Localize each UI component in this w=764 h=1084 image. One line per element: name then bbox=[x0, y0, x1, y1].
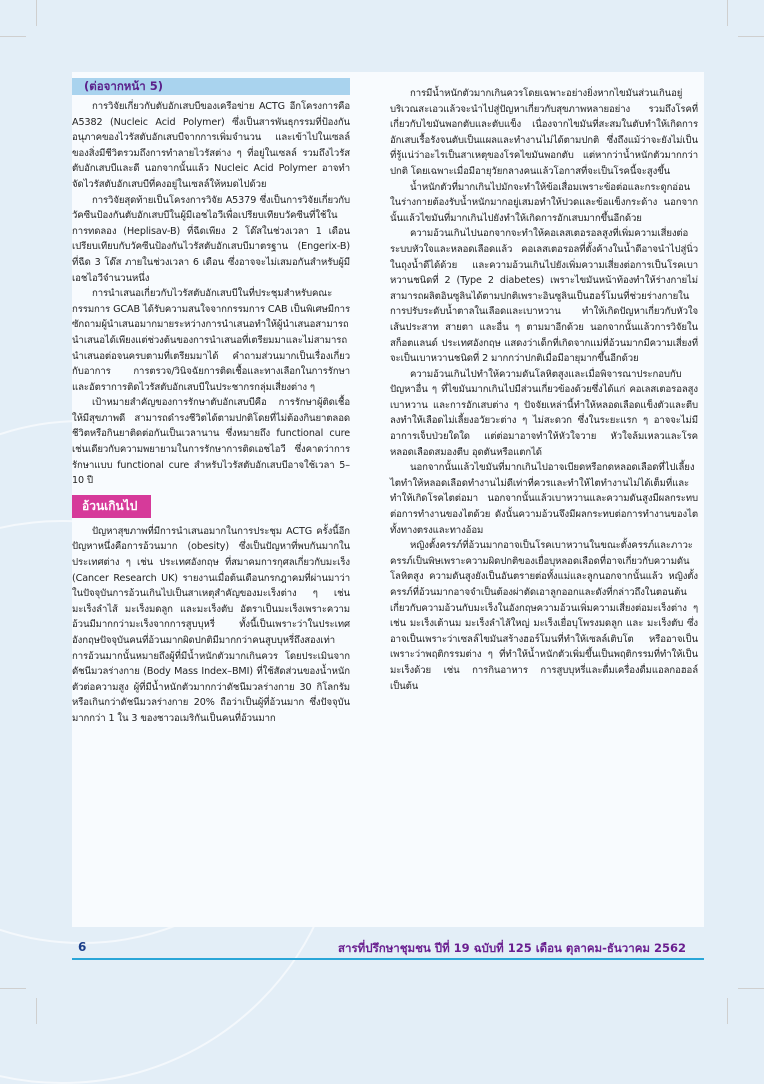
page-footer bbox=[72, 938, 704, 960]
page-number: 6 bbox=[78, 940, 87, 954]
article-paragraph: ความอ้วนเกินไปนอกจากจะทำให้คอเลสเตอรอลสูงที่เพิ่มความเสี่ยงต่อระบบหัวใจและหลอดเลือดแล้ว คอเลสเตอรอลที่ตั้งค้างในน้ำดีอาจนำไปสู่นิ่วในถุงน้ำดีได้ด้วย และความอ้วนเกินไปยังเพิ่มความเสี่ยงต่อการเป็นโรคเบาหวานชนิดที่ 2 (Type 2 diabetes) เพราะไขมันหน้าท้องทำให้ร่างกายไม่สามารถผลิตอินซูลินได้ตามปกติเพราะอินซูลินเป็นฮอร์โมนที่ช่วยร่างกายในการปรับระดับน้ำตาลในเลือดและเบาหวาน ทำให้เกิดปัญหาเกี่ยวกับหัวใจ เส้นประสาท สายตา และอื่น ๆ ตามมาอีกด้วย นอกจากนั้นแล้วการวิจัยในสก็อตแลนด์ ประเทศอังกฤษ แสดงว่าเด็กที่เกิดจากแม่ที่อ้วนมากมีความเสี่ยงที่จะเป็นเบาหวานชนิดที่ 2 มากกว่าปกติเมื่อมีอายุมากขึ้นอีกด้วย bbox=[390, 228, 698, 365]
continued-label: (ต่อจากหน้า 5) bbox=[72, 78, 350, 95]
crop-mark bbox=[0, 36, 26, 37]
article-page bbox=[72, 72, 704, 927]
crop-mark bbox=[738, 988, 764, 989]
right-column bbox=[390, 86, 698, 694]
crop-mark bbox=[727, 0, 728, 26]
article-paragraph: การนำเสนอเกี่ยวกับไวรัสตับอักเสบบีในที่ประชุมสำหรับคณะกรรมการ GCAB ได้รับความสนใจจากกรรมการ CAB เป็นพิเศษมีการซักถามผู้นำเสนอมากมายระหว่างการนำเสนอทำให้ผู้นำเสนอสามารถนำเสนอได้เพียงแต่ช่วงต้นของการนำเสนอที่เตรียมมาและไม่สามารถนำเสนอต่อจนครบตามที่เตรียมมาได้ คำถามส่วนมากเป็นเรื่องเกี่ยวกับอาการ การตรวจ/วินิจฉัยการติดเชื้อและทางเลือกในการรักษา และอัตราการติดไวรัสตับอักเสบบีในประชากรกลุ่มเสี่ยงต่าง ๆ bbox=[72, 288, 350, 393]
crop-mark bbox=[727, 998, 728, 1024]
magazine-title: สารที่ปรึกษาชุมชน ปีที่ 19 ฉบับที่ 125 เดือน ตุลาคม-ธันวาคม 2562 bbox=[338, 941, 686, 955]
article-paragraph: ความอ้วนเกินไปทำให้ความดันโลหิตสูงและเมื่อพิจารณาประกอบกับปัญหาอื่น ๆ ที่ไขมันมากเกินไปมีส่วนเกี่ยวข้องด้วยซึ่งได้แก่ คอเลสเตอรอลสูง เบาหวาน และการอักเสบต่าง ๆ ปัจจัยเหล่านี้ทำให้หลอดเลือดแข็งตัวและตีบลงทำให้เลือดไม่เลี้ยงอวัยวะต่าง ๆ ไม่สะดวก ซึ่งในระยะแรก ๆ อาจจะไม่มีอาการเจ็บป่วยใดใด แต่ต่อมาอาจทำให้หัวใจวาย หัวใจล้มเหลวและโรคหลอดเลือดสมองตีบ อุดตันหรือแตกได้ bbox=[390, 368, 698, 458]
article-paragraph: เป้าหมายสำคัญของการรักษาตับอักเสบบีคือ การรักษาผู้ติดเชื้อให้มีสุขภาพดี สามารถดำรงชีวิตได้ตามปกติโดยที่ไม่ต้องกินยาตลอดชีวิตหรือกินยาติดต่อกันเป็นเวลานาน ซึ่งหมายถึง functional cure เช่นเดียวกับความพยายามในการรักษาการติดเอชไอวี ซึ่งคาดว่าการรักษาแบบ functional cure สำหรับไวรัสตับอักเสบบีอาจใช้เวลา 5–10 ปี bbox=[72, 397, 350, 487]
article-paragraph: น้ำหนักตัวที่มากเกินไปมักจะทำให้ข้อเสื่อมเพราะข้อต่อและกระดูกอ่อนในร่างกายต้องรับน้ำหนักมากอยู่เสมอทำให้ปวดและข้อแข็งกระด้าง นอกจากนั้นแล้วไขมันที่มากเกินไปยังทำให้เกิดการอักเสบมากขึ้นอีกด้วย bbox=[390, 181, 698, 224]
article-paragraph: การมีน้ำหนักตัวมากเกินควรโดยเฉพาะอย่างยิ่งหากไขมันส่วนเกินอยู่บริเวณสะเอวแล้วจะนำไปสู่ปัญหาเกี่ยวกับสุขภาพหลายอย่าง รวมถึงโรคที่เกี่ยวกับไขมันพอกตับและตับแข็ง เนื่องจากไขมันที่สะสมในตับทำให้เกิดการอักเสบเรื้อรังจนตับเป็นแผลและทำงานไม่ได้ตามปกติ ซึ่งถึงแม้ว่าจะยังไม่เป็นที่รู้แน่ว่าอะไรเป็นสาเหตุของโรคไขมันพอกตับ แต่หากว่าน้ำหนักตัวมากกว่าปกติ โดยเฉพาะเมื่อมีอายุวัยกลางคนแล้วโอกาสที่จะเป็นโรคนี้จะสูงขึ้น bbox=[390, 88, 698, 177]
crop-mark bbox=[738, 36, 764, 37]
article-paragraph: หญิงตั้งครรภ์ที่อ้วนมากอาจเป็นโรคเบาหวานในขณะตั้งครรภ์และภาวะครรภ์เป็นพิษเพราะความผิดปกติของเยื่อบุหลอดเลือดที่อาจเกี่ยวกับความดันโลหิตสูง ความดันสูงยังเป็นอันตรายต่อทั้งแม่และลูกนอกจากนั้นแล้ว หญิงตั้งครรภ์ที่อ้วนมากอาจจำเป็นต้องผ่าตัดเอาลูกออกและดังที่กล่าวถึงในตอนต้นเกี่ยวกับความอ้วนกับมะเร็งในอังกฤษความอ้วนเพิ่มความเสี่ยงต่อมะเร็งต่าง ๆ เช่น มะเร็งเต้านม มะเร็งลำไส้ใหญ่ มะเร็งเยื่อบุโพรงมดลูก และ มะเร็งตับ ซึ่งอาจเป็นเพราะว่าเซลล์ไขมันสร้างฮอร์โมนที่ทำให้เซลล์เติบโต หรืออาจเป็นเพราะว่าพฤติกรรมต่าง ๆ ที่ทำให้น้ำหนักตัวเพิ่มขึ้นเป็นพฤติกรรมที่ทำให้เป็นมะเร็งด้วย เช่น การกินอาหาร การสูบบุหรี่และดื่มเครื่องดื่มแอลกอฮอล์ เป็นต้น bbox=[390, 540, 698, 692]
left-column bbox=[72, 78, 350, 727]
article-paragraph: การวิจัยสุดท้ายเป็นโครงการวิจัย A5379 ซึ่งเป็นการวิจัยเกี่ยวกับวัคซีนป้องกันตับอักเสบบีในผู้มีเอชไอวีเพื่อเปรียบเทียบวัคซีนที่ใช้ในการทดลอง (Heplisav-B) ที่ฉีดเพียง 2 โด๊สในช่วงเวลา 1 เดือนเปรียบเทียบกับวัคซีนป้องกันไวรัสตับอักเสบบีมาตรฐาน (Engerix-B) ที่ฉีด 3 โด๊ส ภายในช่วงเวลา 6 เดือน ซึ่งอาจจะไม่เสมอกันสำหรับผู้มีเอชไอวีจำนวนหนึ่ง bbox=[72, 194, 350, 284]
crop-mark bbox=[0, 988, 26, 989]
section-heading: อ้วนเกินไป bbox=[72, 495, 151, 518]
footer-divider bbox=[72, 958, 704, 960]
article-paragraph: นอกจากนั้นแล้วไขมันที่มากเกินไปอาจเบียดหรือกดหลอดเลือดที่ไปเลี้ยงไตทำให้หลอดเลือดทำงานไม่ดีเท่าที่ควรและทำให้ไตทำงานไม่ได้เต็มที่และทำให้เกิดโรคไตต่อมา นอกจากนั้นแล้วเบาหวานและความดันสูงมีผลกระทบต่อการทำงานของไตด้วย ดังนั้นความอ้วนจึงมีผลกระทบต่อการทำงานของไตทั้งทางตรงและทางอ้อม bbox=[390, 462, 698, 536]
article-paragraph: ปัญหาสุขภาพที่มีการนำเสนอมากในการประชุม ACTG ครั้งนี้อีกปัญหาหนึ่งคือการอ้วนมาก (obesity) ซึ่งเป็นปัญหาที่พบกันมากในประเทศต่าง ๆ เช่น ประเทศอังกฤษ ที่สมาคมการกุศลเกี่ยวกับมะเร็ง (Cancer Research UK) รายงานเมื่อต้นเดือนกรกฎาคมที่ผ่านมาว่า ในปัจจุบันการอ้วนเกินไปเป็นสาเหตุสำคัญของมะเร็งต่าง ๆ เช่น มะเร็งลำไส้ มะเร็งมดลูก และมะเร็งตับ อัตราเป็นมะเร็งเพราะความอ้วนมีมากกว่ามะเร็งจากการสูบบุหรี่ ทั้งนี้เป็นเพราะว่าในประเทศอังกฤษปัจจุบันคนที่อ้วนมากผิดปกติมีมากกว่าคนสูบบุหรี่ถึงสองเท่า การอ้วนมากนั้นหมายถึงผู้ที่มีน้ำหนักตัวมากเกินควร โดยประเมินจากดัชนีมวลร่างกาย (Body Mass Index–BMI) ที่ใช้สัดส่วนของน้ำหนักตัวต่อความสูง ผู้ที่มีน้ำหนักตัวมากกว่าดัชนีมวลร่างกาย 30 กิโลกรัม หรือเกินกว่าดัชนีมวลร่างกาย 20% ถือว่าเป็นผู้ที่อ้วนมาก ซึ่งปัจจุบันมากกว่า 1 ใน 3 ของชาวอเมริกันเป็นคนที่อ้วนมาก bbox=[72, 525, 350, 724]
article-paragraph: การวิจัยเกี่ยวกับตับอักเสบบีของเครือข่าย ACTG อีกโครงการคือ A5382 (Nucleic Acid Polymer) ซึ่งเป็นสารพันธุกรรมที่ป้องกันอนุภาคของไวรัสตับอักเสบบีจากการเพิ่มจำนวน และเข้าไปในเซลล์ของสิ่งมีชีวิตรวมถึงการทำลายไวรัสต่าง ๆ ที่อยู่ในเซลล์ รวมถึงไวรัสตับอักเสบบีและดี นอกจากนั้นแล้ว Nucleic Acid Polymer อาจทำจัดไวรัสตับอักเสบบีที่คงอยู่ในเซลล์ให้หมดไปด้วย bbox=[72, 101, 350, 190]
crop-mark bbox=[36, 998, 37, 1024]
crop-mark bbox=[36, 0, 37, 26]
